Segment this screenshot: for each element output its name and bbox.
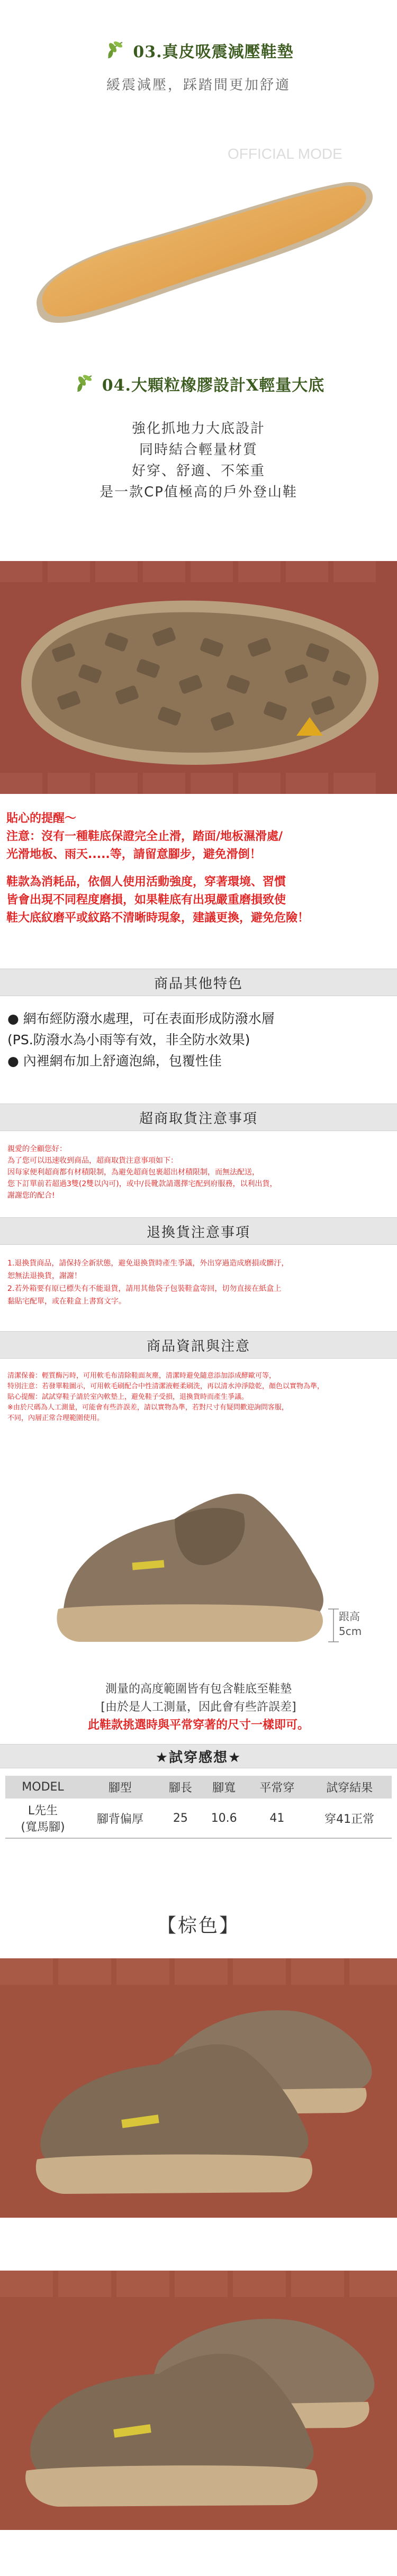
leaf-icon	[73, 370, 99, 397]
fit-header: 平常穿	[247, 1776, 307, 1798]
shoe-pair-image-2	[0, 2271, 397, 2530]
product-info-notes	[0, 1371, 397, 1424]
section-03-title: 03.真皮吸震減壓鞋墊	[133, 43, 294, 61]
section-03-subtitle: 緩震減壓，踩踏間更加舒適	[106, 77, 291, 93]
warning-line: 光滑地板、雨天.....等，請留意腳步，避免滑倒！	[6, 848, 261, 861]
fit-table-header-row	[5, 1776, 392, 1798]
bullet-icon: ●	[7, 1011, 23, 1026]
features-list	[0, 1008, 397, 1072]
section-04-line: 同時結合輕量材質	[139, 442, 258, 458]
shoe-side-image	[0, 1450, 397, 1651]
fit-header: 腳寬	[201, 1776, 247, 1798]
fit-header: MODEL	[5, 1776, 80, 1798]
feature-item: ● 內裡網布加上舒適泡綿，包覆性佳	[7, 1053, 222, 1069]
measure-note-2: [由於是人工測量，因此會有些許誤差]	[101, 1701, 296, 1714]
insole-watermark: OFFICIAL MODE	[228, 146, 342, 162]
fit-cell: 10.6	[201, 1798, 247, 1838]
note-line: 親愛的全顧您好：	[7, 1145, 67, 1153]
fit-header: 試穿結果	[307, 1776, 392, 1798]
warning-line	[6, 864, 397, 873]
section-03-header	[0, 37, 397, 94]
table-row	[5, 1798, 392, 1838]
fit-table-wrapper	[0, 1776, 397, 1839]
returns-notes	[0, 1257, 397, 1308]
note-line: 特別注意：若發單鞋圖示，可用軟毛刷配合中性清潔液輕柔刷洗，再以清水沖淨陰乾，顏色以實物為準，	[7, 1382, 324, 1390]
note-line: 為了您可以迅速收到商品，超商取貨注意事項如下：	[7, 1156, 178, 1165]
warning-line: 鞋大底紋磨平或紋路不清晰時現象，建議更換，避免危險！	[6, 911, 310, 925]
outsole-image	[0, 561, 397, 794]
fit-cell-model: L先生 (寬馬腳)	[5, 1798, 80, 1838]
fit-cell: 穿41正常	[307, 1798, 392, 1838]
note-line: 因每家便利超商都有材積限制，為避免超商包裹超出材積限制，而無法配送，	[7, 1168, 259, 1177]
note-line: 謝謝您的配合!	[7, 1191, 55, 1200]
fit-cell: 41	[247, 1798, 307, 1838]
fit-cell: 腳背偏厚	[80, 1798, 160, 1838]
bullet-icon: ●	[7, 1053, 23, 1069]
heel-height-label: 跟高 5cm	[339, 1610, 362, 1638]
note-line: 2.若外箱要有原已標失有不能退貨，請用其他袋子包裝鞋盒寄回，切勿直接在紙盒上	[7, 1285, 282, 1293]
store-pickup-notes	[0, 1143, 397, 1201]
measure-notes	[0, 1680, 397, 1734]
warning-block	[0, 810, 397, 927]
note-line: ※由於尺碼為人工測量，可能會有些許誤差，請以實物為準，若對尺寸有疑問歡迎詢問客服，	[7, 1404, 288, 1412]
warning-line: 貼心的提醒～	[6, 812, 77, 825]
warning-line: 注意：沒有一種鞋底保證完全止滑，踏面/地板濕滑處/	[6, 830, 283, 843]
product-info-band: 商品資訊與注意	[0, 1331, 397, 1359]
section-04-line: 好穿、舒適、不笨重	[131, 463, 265, 479]
note-line: 清潔保養：輕質酶污時，可用軟毛布清除鞋面灰塵，清潔時避免隨意添加添成酵歐可等，	[7, 1372, 276, 1380]
note-line: 1.退換貨商品，請保持全新狀態，避免退換貨時產生爭議，外出穿過造成磨損或髒汙，	[7, 1259, 289, 1268]
measure-note-3: 此鞋款挑選時與平常穿著的尺寸一樣即可。	[87, 1719, 309, 1732]
fit-table	[5, 1776, 392, 1839]
leaf-icon	[103, 37, 130, 64]
fit-table-band: ★試穿感想★	[0, 1744, 397, 1768]
section-04-title: 04.大顆粒橡膠設計X輕量大底	[102, 376, 325, 395]
features-band: 商品其他特色	[0, 969, 397, 996]
note-line: 恕無法退換貨，謝謝！	[7, 1272, 82, 1280]
section-04-line: 是一款CP值極高的戶外登山鞋	[100, 484, 297, 500]
shoe-pair-image-1	[0, 1958, 397, 2218]
feature-item: ● 網布經防潑水處理，可在表面形成防潑水層	[7, 1011, 275, 1026]
color-label: 【棕色】	[157, 1915, 240, 1937]
store-pickup-band: 超商取貨注意事項	[0, 1104, 397, 1131]
warning-line: 皆會出現不同程度磨損，如果鞋底有出現嚴重磨損致使	[6, 893, 286, 907]
note-line: 不同，內層正常合理範圍使用。	[7, 1414, 104, 1422]
fit-header: 腳長	[160, 1776, 201, 1798]
returns-band: 退換貨注意事項	[0, 1217, 397, 1245]
warning-line: 鞋款為消耗品，依個人使用活動強度，穿著環境、習慣	[6, 875, 286, 889]
section-04-header	[0, 370, 397, 503]
note-line: 黏貼宅配單，或在鞋盒上書寫文字。	[7, 1297, 126, 1306]
note-line: 貼心提醒：試試穿鞋子請於室內軟墊上，避免鞋子受損，退換貨時而產生爭議。	[7, 1393, 249, 1401]
note-line: 您下訂單前若超過3雙(2雙以內可)，或中/長靴款請選擇宅配到府服務，以利出貨，	[7, 1180, 277, 1188]
feature-item: (PS.防潑水為小雨等有效，非全防水效果)	[7, 1032, 250, 1047]
fit-cell: 25	[160, 1798, 201, 1838]
fit-header: 腳型	[80, 1776, 160, 1798]
measure-note-1: 測量的高度範圍皆有包含鞋底至鞋墊	[105, 1683, 292, 1696]
insole-image	[0, 127, 397, 339]
section-04-line: 強化抓地力大底設計	[131, 421, 265, 437]
